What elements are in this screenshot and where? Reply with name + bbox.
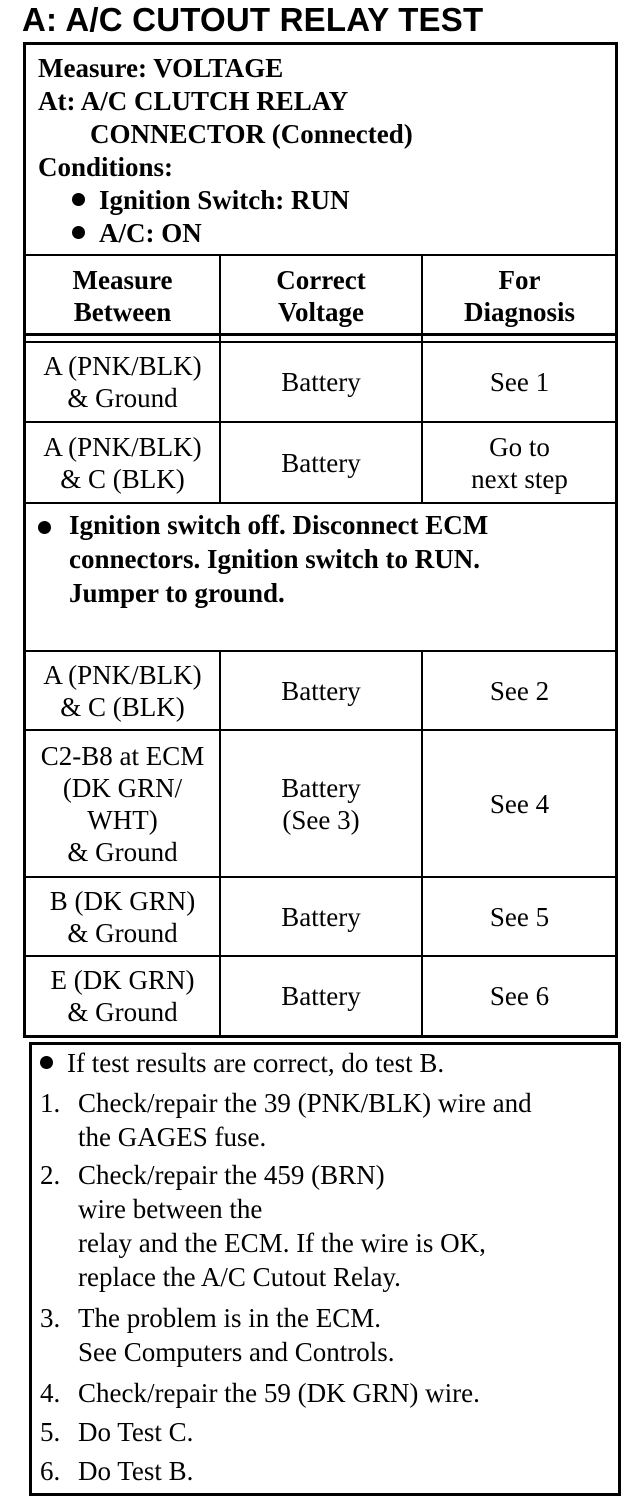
divider [23,502,618,504]
table-cell: See 4 [489,788,550,819]
note-text: Check/repair the 39 (PNK/BLK) wire and the GAGES fuse. [78,1088,532,1152]
bullet-icon [72,193,85,206]
instruction-text: Ignition switch off. Disconnect ECM connectors. Ignition switch to RUN. Jumper to ground. [69,510,489,608]
table-cell: Battery [281,675,361,706]
table-cell: See 1 [489,367,550,397]
conditions-label: Conditions: [38,152,174,182]
note-number: 6. [40,1456,61,1486]
table-cell: See 6 [489,981,550,1011]
table-cell: Battery [281,901,361,932]
note-text: The problem is in the ECM. See Computers and Controls. [78,1303,395,1367]
table-cell: See 2 [489,675,550,706]
condition-bullet [72,217,202,250]
divider [23,333,618,336]
table-cell: B (DK GRN) & Ground [49,885,196,948]
bullet-icon [72,226,85,239]
note-number: 1. [40,1088,61,1118]
divider [23,254,618,256]
table-cell: Battery (See 3) [281,772,361,835]
header-for-diagnosis: For Diagnosis [463,264,576,327]
table-cell: Battery [281,447,361,478]
condition-bullet [72,184,350,217]
bullet-icon [38,521,51,534]
condition-text: A/C: ON [99,218,202,248]
note-text: Do Test C. [78,1417,194,1447]
table-cell: A (PNK/BLK) & C (BLK) [43,659,202,722]
table-cell: Battery [281,981,361,1011]
notes-bullet [40,1046,444,1080]
at-label-line2: CONNECTOR (Connected) [90,119,413,149]
note-text: Do Test B. [78,1456,194,1486]
page-title: A: A/C CUTOUT RELAY TEST [22,1,484,38]
at-label-line1: At: A/C CLUTCH RELAY [38,86,349,116]
note-number: 5. [40,1417,61,1447]
bullet-icon [40,1056,53,1069]
condition-text: Ignition Switch: RUN [99,185,350,215]
table-cell: See 5 [489,901,550,932]
table-cell: Go to next step [471,431,568,494]
note-text: Check/repair the 59 (DK GRN) wire. [78,1378,480,1408]
table-cell: C2-B8 at ECM (DK GRN/ WHT) & Ground [40,740,205,867]
note-number: 4. [40,1378,61,1408]
notes-bullet-text: If test results are correct, do test B. [67,1048,445,1078]
measure-label: Measure: VOLTAGE [38,53,284,83]
table-cell: E (DK GRN) & Ground [50,965,195,1027]
table-cell: A (PNK/BLK) & Ground [43,351,202,413]
instruction-note [38,508,608,610]
table-cell: Battery [281,367,361,397]
header-measure-between: Measure Between [72,264,173,327]
note-number: 2. [40,1160,61,1190]
note-text: Check/repair the 459 (BRN) wire between the relay and the ECM. If the wire is OK, replace the A/C Cutout Relay. [78,1160,486,1292]
note-number: 3. [40,1303,61,1333]
table-cell: A (PNK/BLK) & C (BLK) [43,431,202,494]
header-correct-voltage: Correct Voltage [276,264,366,327]
